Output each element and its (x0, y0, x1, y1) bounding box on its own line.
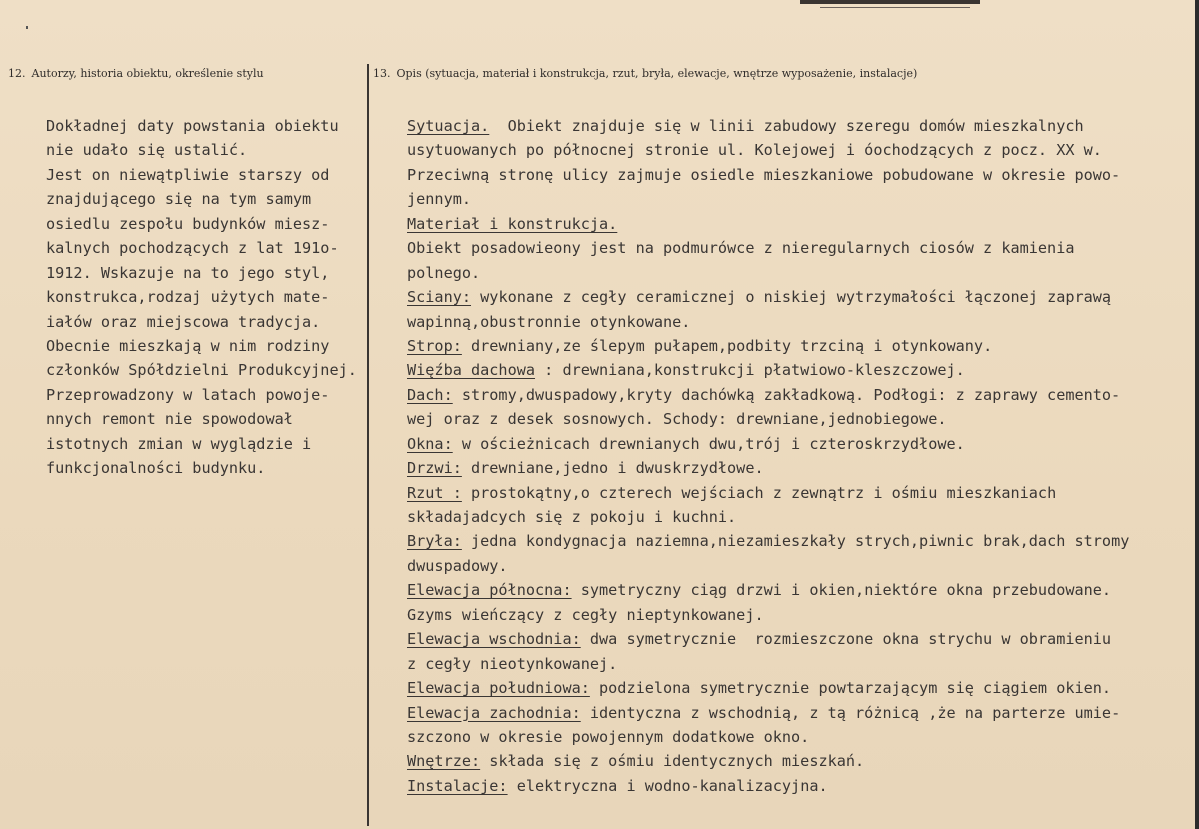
description-line (407, 383, 1187, 407)
description-line (407, 187, 1187, 211)
description-label: Dach: (407, 385, 453, 404)
description-label: Okna: (407, 434, 453, 453)
description-text: dwa symetrycznie rozmieszczone okna strychu w obramieniu (580, 630, 1112, 649)
description-text: drewniany,ze ślepym pułapem,podbity trzciną i otynkowany. (461, 336, 993, 355)
description-text: Obiekt posadowieony jest na podmurówce z nieregularnych ciosów z kamienia (407, 239, 1075, 258)
section-12-header (8, 67, 264, 80)
history-line: nnych remont nie spowodował (46, 410, 293, 429)
description-text: symetryczny ciąg drzwi i okien,niektóre okna przebudowane. (571, 581, 1112, 600)
description-text: jennym. (407, 190, 472, 209)
description-line (407, 432, 1187, 456)
description-text: Gzyms wieńczący z cegły nieptynkowanej. (407, 605, 764, 624)
description-line (407, 505, 1187, 529)
description-label: Elewacja zachodnia: (407, 703, 581, 722)
description-text: usytuowanych po północnej stronie ul. Kolejowej i óochodzących z pocz. XX w. (407, 141, 1102, 160)
description-line (407, 334, 1187, 358)
description-line (407, 676, 1187, 700)
description-label: Wnętrze: (407, 752, 481, 771)
history-line: konstrukca,rodzaj użytych mate- (46, 288, 330, 307)
description-line (407, 481, 1187, 505)
description-label: Sytuacja. (407, 117, 490, 135)
history-line: Obecnie mieszkają w nim rodziny (46, 336, 330, 355)
description-label: Więźba dachowa (407, 361, 536, 380)
description-line (407, 236, 1187, 260)
description-label: Elewacja północna: (407, 581, 572, 600)
description-label: Sciany: (407, 288, 472, 307)
history-line: nie udało się ustalić. (46, 141, 248, 160)
description-line (407, 212, 1187, 236)
section-13-title: Opis (sytuacja, materiał i konstrukcja, rzut, bryła, elewacje, wnętrze wyposażenie, instalacje) (396, 67, 918, 80)
history-line: Przeprowadzony w latach powoje- (46, 385, 330, 404)
history-line: członków Spółdzielni Produkcyjnej. (46, 361, 357, 380)
description-line (407, 310, 1187, 334)
description-text: wapinną,obustronnie otynkowane. (407, 312, 691, 331)
description-line (407, 285, 1187, 309)
description-text: składajadcych się z pokoju i kuchni. (407, 508, 737, 526)
section-12-title: Autorzy, historia obiektu, określenie stylu (31, 67, 264, 80)
history-line: kalnych pochodzących z lat 191o- (46, 239, 339, 258)
history-line: osiedlu zespołu budynków miesz- (46, 214, 330, 233)
history-line: iałów oraz miejscowa tradycja. (46, 312, 321, 331)
description-text: szczono w okresie powojennym dodatkowe okno. (407, 727, 810, 746)
description-text: : drewniana,konstrukcji płatwiowo-kleszczowej. (535, 361, 965, 380)
description-text: z cegły nieotynkowanej. (407, 654, 618, 673)
description-label: Drzwi: (407, 459, 462, 478)
history-line: 1912. Wskazuje na to jego styl, (46, 263, 330, 282)
column-divider (367, 64, 369, 826)
description-line (407, 456, 1187, 480)
description-text: Przeciwną stronę ulicy zajmuje osiedle mieszkaniowe pobudowane w okresie powo- (407, 165, 1121, 184)
description-text: jedna kondygnacja naziemna,niezamieszkały strych,piwnic brak,dach stromy (461, 532, 1130, 551)
description-line (407, 603, 1187, 627)
description-text: podzielona symetrycznie powtarzającym się ciągiem okien. (589, 679, 1112, 698)
section-13-header (373, 67, 917, 80)
description-text: Obiekt znajduje się w linii zabudowy szeregu domów mieszkalnych (489, 117, 1084, 135)
description-label: Instalacje: (407, 776, 508, 795)
description-text: stromy,dwuspadowy,kryty dachówką zakładkową. Podłogi: z zaprawy cemento- (452, 385, 1121, 404)
description-line (407, 578, 1187, 602)
description-label: Rzut : (407, 483, 462, 502)
description-text: drewniane,jedno i dwuskrzydłowe. (461, 459, 764, 478)
description-text: polnego. (407, 263, 481, 282)
history-line: istotnych zmian w wyglądzie i (46, 434, 312, 453)
section-13-number: 13. (373, 67, 391, 80)
description-line (407, 701, 1187, 725)
description-text: prostokątny,o czterech wejściach z zewnątrz i ośmiu mieszkaniach (461, 483, 1057, 502)
description-line (407, 261, 1187, 285)
history-line: Jest on niewątpliwie starszy od (46, 165, 330, 184)
top-edge-line-thin (820, 7, 970, 8)
description-line (407, 725, 1187, 749)
description-line (407, 529, 1187, 553)
history-line: znajdującego się na tym samym (46, 190, 312, 209)
description-text: w ościeżnicach drewnianych dwu,trój i czteroskrzydłowe. (452, 434, 965, 453)
description-line (407, 358, 1187, 382)
description-label: Elewacja południowa: (407, 679, 590, 698)
description-text: składa się z ośmiu identycznych mieszkań. (480, 752, 865, 771)
history-text-column (46, 114, 364, 481)
description-text: wykonane z cegły ceramicznej o niskiej wytrzymałości łączonej zaprawą (471, 288, 1112, 307)
history-line: Dokładnej daty powstania obiektu (46, 117, 339, 135)
history-line: funkcjonalności budynku. (46, 459, 266, 478)
description-text: dwuspadowy. (407, 556, 508, 575)
description-line (407, 554, 1187, 578)
description-line (407, 627, 1187, 651)
description-text-column (407, 114, 1187, 798)
description-text: identyczna z wschodnią, z tą różnicą ,że na parterze umie- (580, 703, 1121, 722)
description-label: Strop: (407, 336, 462, 355)
description-label: Bryła: (407, 532, 462, 551)
description-label: Materiał i konstrukcja. (407, 214, 618, 233)
description-line (407, 774, 1187, 798)
mark-dot (26, 26, 28, 29)
description-line (407, 749, 1187, 773)
description-line (407, 652, 1187, 676)
description-line (407, 114, 1187, 138)
description-line (407, 407, 1187, 431)
top-edge-line (800, 0, 980, 4)
description-label: Elewacja wschodnia: (407, 630, 581, 649)
section-12-number: 12. (8, 67, 26, 80)
description-text: elektryczna i wodno-kanalizacyjna. (507, 776, 828, 795)
description-line (407, 163, 1187, 187)
description-line (407, 138, 1187, 162)
description-text: wej oraz z desek sosnowych. Schody: drewniane,jednobiegowe. (407, 410, 947, 429)
